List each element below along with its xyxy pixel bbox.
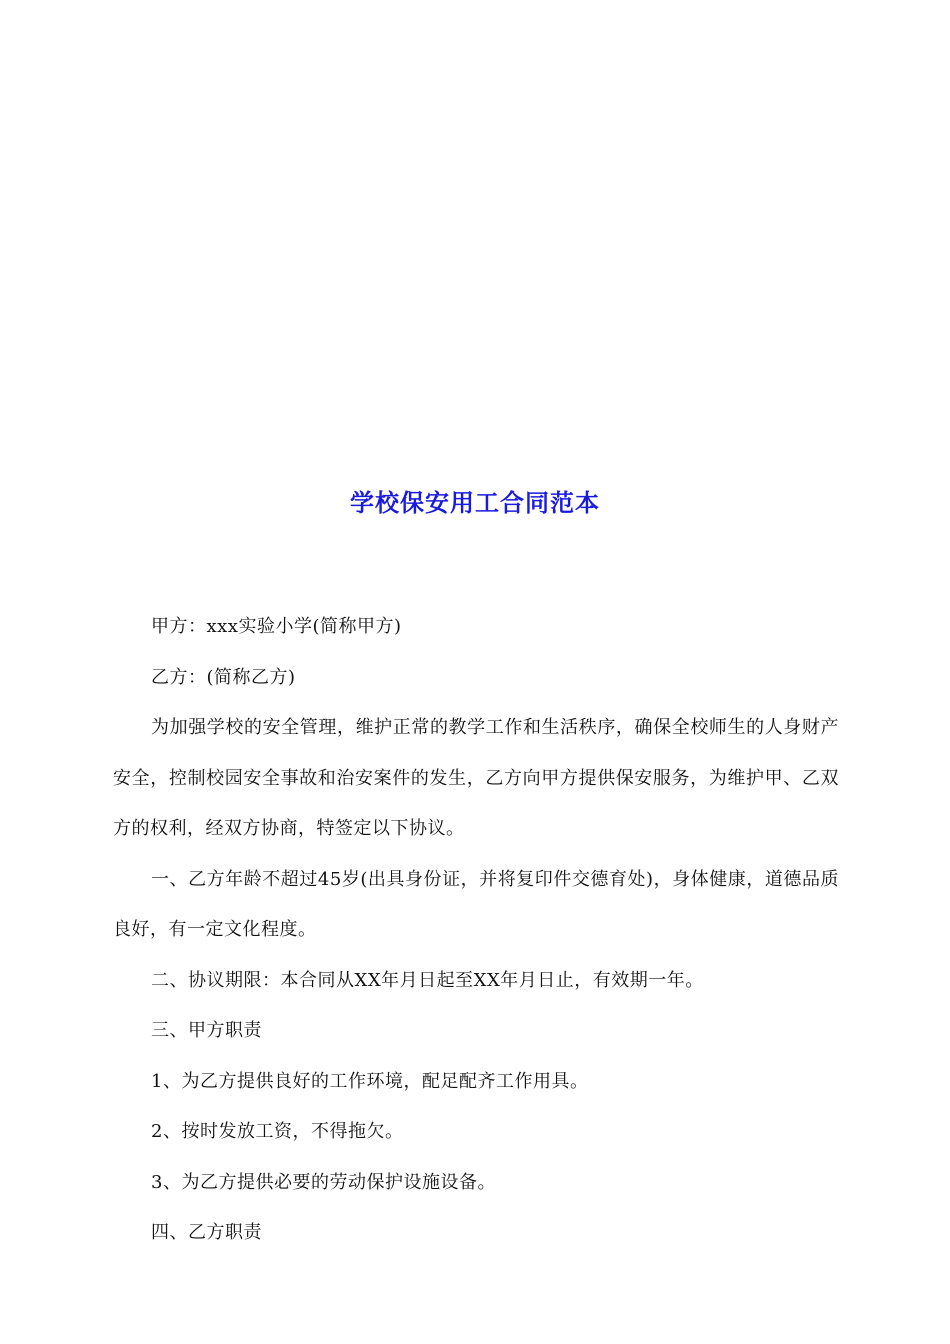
paragraph-preamble: 为加强学校的安全管理，维护正常的教学工作和生活秩序，确保全校师生的人身财产安全，控制校园安全事故和治安案件的发生，乙方向甲方提供保安服务，为维护甲、乙双方的权利，经双方协商，特签定以下协议。 bbox=[113, 717, 839, 839]
paragraph-clause-3-item-1: 1、为乙方提供良好的工作环境，配足配齐工作用具。 bbox=[151, 1070, 589, 1092]
paragraph-party-b: 乙方：(简称乙方) bbox=[151, 666, 296, 688]
paragraph-clause-4-heading: 四、乙方职责 bbox=[151, 1222, 262, 1243]
document-body bbox=[113, 602, 839, 1259]
paragraph-clause-3-item-3: 3、为乙方提供必要的劳动保护设施设备。 bbox=[151, 1171, 496, 1193]
paragraph-clause-1: 一、乙方年龄不超过45岁(出具身份证，并将复印件交德育处)，身体健康，道德品质良好，有一定文化程度。 bbox=[113, 868, 839, 940]
paragraph-clause-3-heading: 三、甲方职责 bbox=[151, 1020, 262, 1041]
paragraph-party-a: 甲方：xxx实验小学(简称甲方) bbox=[151, 616, 402, 637]
document-title: 学校保安用工合同范本 bbox=[350, 489, 600, 517]
paragraph-clause-2: 二、协议期限：本合同从XX年月日起至XX年月日止，有效期一年。 bbox=[151, 969, 704, 991]
paragraph-clause-3-item-2: 2、按时发放工资，不得拖欠。 bbox=[151, 1121, 404, 1142]
